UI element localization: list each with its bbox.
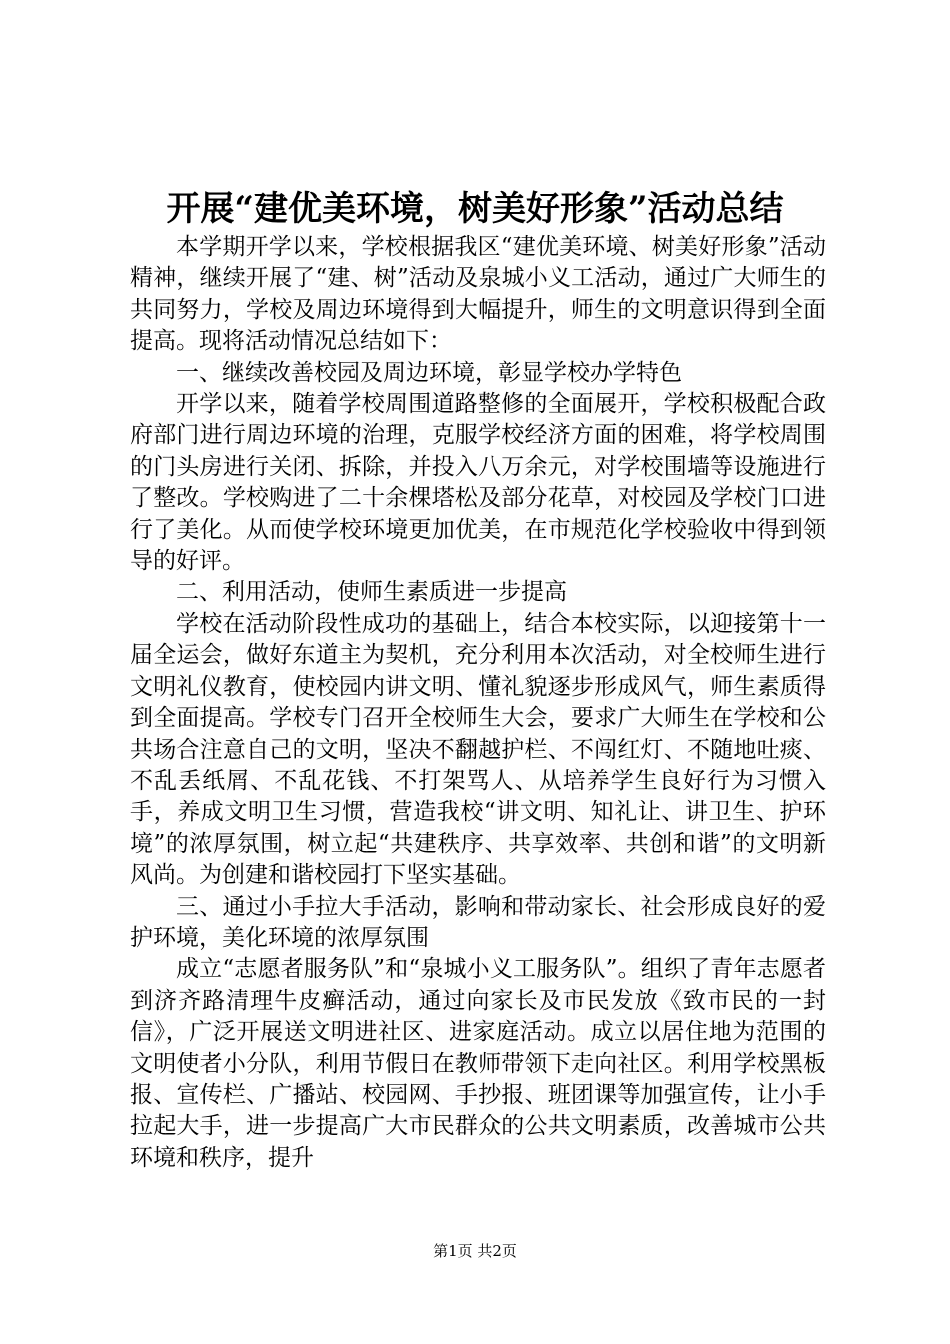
- paragraph-intro: 本学期开学以来，学校根据我区“建优美环境、树美好形象”活动精神，继续开展了“建、树”活动及泉城小义工活动，通过广大师生的共同努力，学校及周边环境得到大幅提升，师生的文明意识得到全面提高。现将活动情况总结如下：: [130, 234, 826, 355]
- section-heading-3: 三、通过小手拉大手活动，影响和带动家长、社会形成良好的爱护环境，美化环境的浓厚氛围: [130, 893, 826, 951]
- section-heading-2: 二、利用活动，使师生素质进一步提高: [176, 579, 567, 606]
- document-body: [130, 232, 826, 1174]
- page-number-footer: 第1页 共2页: [433, 1242, 517, 1260]
- document-title: 开展“建优美环境，树美好形象”活动总结: [166, 189, 784, 229]
- paragraph-section-1: 开学以来，随着学校周围道路整修的全面展开，学校积极配合政府部门进行周边环境的治理，克服学校经济方面的困难，将学校周围的门头房进行关闭、拆除，并投入八万余元，对学校围墙等设施进行了整改。学校购进了二十余棵塔松及部分花草，对校园及学校门口进行了美化。从而使学校环境更加优美，在市规范化学校验收中得到领导的好评。: [130, 391, 826, 575]
- paragraph-section-3: 成立“志愿者服务队”和“泉城小义工服务队”。组织了青年志愿者到济齐路清理牛皮癣活动，通过向家长及市民发放《致市民的一封信》，广泛开展送文明进社区、进家庭活动。成立以居住地为范围的文明使者小分队，利用节假日在教师带领下走向社区。利用学校黑板报、宣传栏、广播站、校园网、手抄报、班团课等加强宣传，让小手拉起大手，进一步提高广大市民群众的公共文明素质，改善城市公共环境和秩序，提升: [130, 956, 826, 1171]
- paragraph-section-2: 学校在活动阶段性成功的基础上，结合本校实际，以迎接第十一届全运会，做好东道主为契机，充分利用本次活动，对全校师生进行文明礼仪教育，使校园内讲文明、懂礼貌逐步形成风气，师生素质得到全面提高。学校专门召开全校师生大会，要求广大师生在学校和公共场合注意自己的文明，坚决不翻越护栏、不闯红灯、不随地吐痰、不乱丢纸屑、不乱花钱、不打架骂人、从培养学生良好行为习惯入手，养成文明卫生习惯，营造我校“讲文明、知礼让、讲卫生、护环境”的浓厚氛围，树立起“共建秩序、共享效率、共创和谐”的文明新风尚。为创建和谐校园打下坚实基础。: [130, 610, 826, 889]
- section-heading-1: 一、继续改善校园及周边环境，彰显学校办学特色: [176, 359, 682, 386]
